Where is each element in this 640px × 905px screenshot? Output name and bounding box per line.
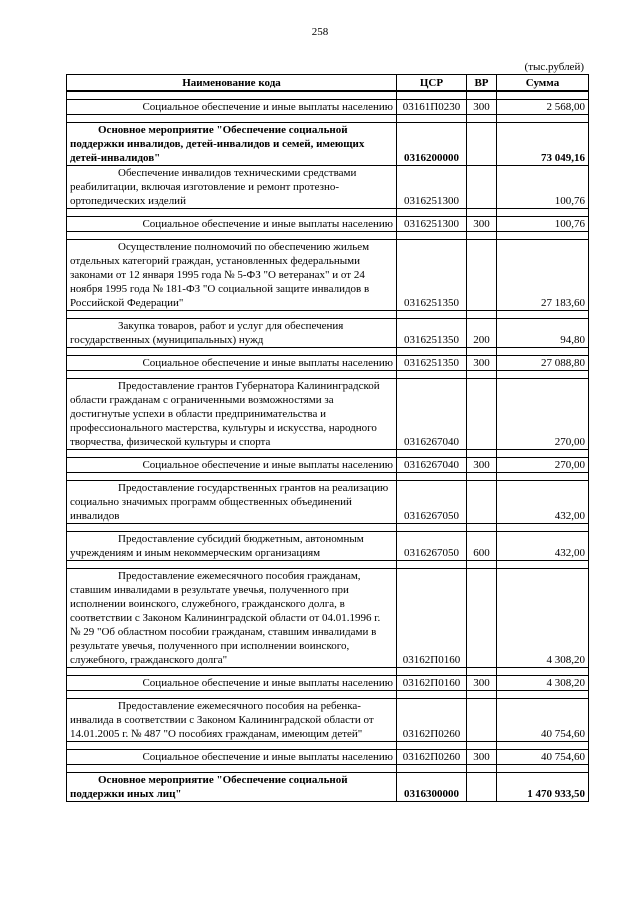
cell-sum: 40 754,60 [497, 750, 589, 765]
budget-table [66, 74, 589, 802]
cell-sum: 73 049,16 [497, 123, 589, 166]
cell-sum: 94,80 [497, 319, 589, 348]
cell-code: 0316267040 [397, 379, 467, 450]
name-text: Предоставление ежемесячного пособия гражданам, ставшим инвалидами в результате увечья, полученного при исполнении воинского, служебного, гражданского долга, в соответствии с Законом Калининградской области от 04.01.1996 г. № 29 "Об областном пособии гражданам, ставшим инвалидами в результате увечья, полученного при исполнении воинского, служебного, гражданского долга" [70, 570, 381, 666]
cell-vr [467, 240, 497, 311]
name-text: Предоставление ежемесячного пособия на ребенка-инвалида в соответствии с Законом Калининградской области от 14.01.2005 г. № 487 "О пособиях гражданам, имеющим детей" [70, 700, 374, 740]
name-text: Социальное обеспечение и иные выплаты населению [142, 751, 393, 763]
cell-sum: 4 308,20 [497, 569, 589, 668]
cell-name [67, 240, 397, 311]
cell-code: 0316251300 [397, 217, 467, 232]
cell-name [67, 773, 397, 802]
cell-code: 0316267040 [397, 458, 467, 473]
cell-sum: 270,00 [497, 458, 589, 473]
cell-vr: 300 [467, 217, 497, 232]
table-row [67, 240, 589, 311]
spacer-row [67, 765, 589, 773]
table-row [67, 676, 589, 691]
table-row [67, 123, 589, 166]
spacer-row [67, 232, 589, 240]
table-row [67, 166, 589, 209]
cell-sum: 4 308,20 [497, 676, 589, 691]
cell-vr [467, 123, 497, 166]
spacer-row [67, 668, 589, 676]
cell-code: 0316267050 [397, 481, 467, 524]
cell-name [67, 217, 397, 232]
cell-name [67, 458, 397, 473]
cell-code: 0316267050 [397, 532, 467, 561]
table-row [67, 481, 589, 524]
spacer-row [67, 348, 589, 356]
cell-vr [467, 481, 497, 524]
header-sum: Сумма [497, 75, 589, 92]
cell-code: 0316251350 [397, 240, 467, 311]
cell-sum: 100,76 [497, 166, 589, 209]
table-header-row [67, 75, 589, 92]
spacer-row [67, 561, 589, 569]
cell-sum: 432,00 [497, 481, 589, 524]
table-row [67, 569, 589, 668]
cell-sum: 100,76 [497, 217, 589, 232]
spacer-row [67, 91, 589, 100]
table-row [67, 532, 589, 561]
cell-sum: 40 754,60 [497, 699, 589, 742]
cell-sum: 1 470 933,50 [497, 773, 589, 802]
name-text: Закупка товаров, работ и услуг для обеспечения государственных (муниципальных) нужд [70, 320, 344, 346]
cell-name [67, 319, 397, 348]
table-row [67, 379, 589, 450]
cell-code: 0316251350 [397, 319, 467, 348]
table-row [67, 750, 589, 765]
cell-code: 03162П0260 [397, 750, 467, 765]
spacer-row [67, 115, 589, 123]
cell-sum: 2 568,00 [497, 100, 589, 115]
cell-sum: 270,00 [497, 379, 589, 450]
name-text: Предоставление грантов Губернатора Калининградской области гражданам с ограниченными возможностями за достигнутые успехи в области предпринимательства и профессионального мастерства, культуры и искусства, народного творчества, физической культуры и спорта [70, 380, 380, 448]
cell-name [67, 569, 397, 668]
name-text: Основное мероприятие "Обеспечение социальной поддержки иных лиц" [70, 774, 348, 800]
cell-name [67, 481, 397, 524]
table-row [67, 319, 589, 348]
cell-vr [467, 699, 497, 742]
header-vr: ВР [467, 75, 497, 92]
cell-name [67, 100, 397, 115]
name-text: Социальное обеспечение и иные выплаты населению [142, 677, 393, 689]
table-row [67, 356, 589, 371]
table-row [67, 773, 589, 802]
cell-vr: 300 [467, 750, 497, 765]
cell-vr: 300 [467, 676, 497, 691]
cell-code: 03162П0160 [397, 676, 467, 691]
cell-vr: 300 [467, 458, 497, 473]
table-body [67, 91, 589, 802]
cell-sum: 432,00 [497, 532, 589, 561]
cell-code: 0316300000 [397, 773, 467, 802]
name-text: Обеспечение инвалидов техническими средствами реабилитации, включая изготовление и ремонт протезно-ортопедических изделий [70, 167, 357, 207]
name-text: Социальное обеспечение и иные выплаты населению [142, 357, 393, 369]
cell-vr [467, 773, 497, 802]
name-text: Предоставление государственных грантов на реализацию социально значимых программ общественных объединений инвалидов [70, 482, 389, 522]
name-text: Основное мероприятие "Обеспечение социальной поддержки инвалидов, детей-инвалидов и семей, имеющих детей-инвалидов" [70, 124, 365, 164]
page-number: 258 [311, 26, 329, 38]
spacer-row [67, 524, 589, 532]
cell-name [67, 379, 397, 450]
spacer-row [67, 209, 589, 217]
cell-vr: 200 [467, 319, 497, 348]
header-name: Наименование кода [67, 75, 397, 92]
cell-code: 03161П0230 [397, 100, 467, 115]
cell-name [67, 356, 397, 371]
cell-vr [467, 166, 497, 209]
cell-code: 0316251350 [397, 356, 467, 371]
cell-code: 0316200000 [397, 123, 467, 166]
cell-sum: 27 183,60 [497, 240, 589, 311]
cell-name [67, 166, 397, 209]
cell-name [67, 750, 397, 765]
spacer-row [67, 691, 589, 699]
spacer-row [67, 742, 589, 750]
spacer-row [67, 473, 589, 481]
cell-name [67, 699, 397, 742]
cell-code: 03162П0260 [397, 699, 467, 742]
cell-name [67, 676, 397, 691]
name-text: Социальное обеспечение и иные выплаты населению [142, 101, 393, 113]
cell-vr: 300 [467, 356, 497, 371]
name-text: Осуществление полномочий по обеспечению жильем отдельных категорий граждан, установленных федеральными законами от 12 января 1995 года № 5-ФЗ "О ветеранах" и от 24 ноября 1995 года № 181-ФЗ "О социальной защите инвалидов в Российской Федерации" [70, 241, 370, 309]
table-row [67, 100, 589, 115]
cell-code: 03162П0160 [397, 569, 467, 668]
spacer-row [67, 371, 589, 379]
header-code: ЦСР [397, 75, 467, 92]
table-row [67, 217, 589, 232]
table-row [67, 699, 589, 742]
spacer-row [67, 311, 589, 319]
cell-vr [467, 569, 497, 668]
cell-vr: 600 [467, 532, 497, 561]
table-row [67, 458, 589, 473]
cell-vr: 300 [467, 100, 497, 115]
name-text: Социальное обеспечение и иные выплаты населению [142, 218, 393, 230]
cell-sum: 27 088,80 [497, 356, 589, 371]
cell-code: 0316251300 [397, 166, 467, 209]
name-text: Предоставление субсидий бюджетным, автономным учреждениям и иным некоммерческим организациям [70, 533, 364, 559]
cell-name [67, 532, 397, 561]
units-label: (тыс.рублей) [524, 61, 584, 73]
spacer-row [67, 450, 589, 458]
cell-name [67, 123, 397, 166]
name-text: Социальное обеспечение и иные выплаты населению [142, 459, 393, 471]
cell-vr [467, 379, 497, 450]
